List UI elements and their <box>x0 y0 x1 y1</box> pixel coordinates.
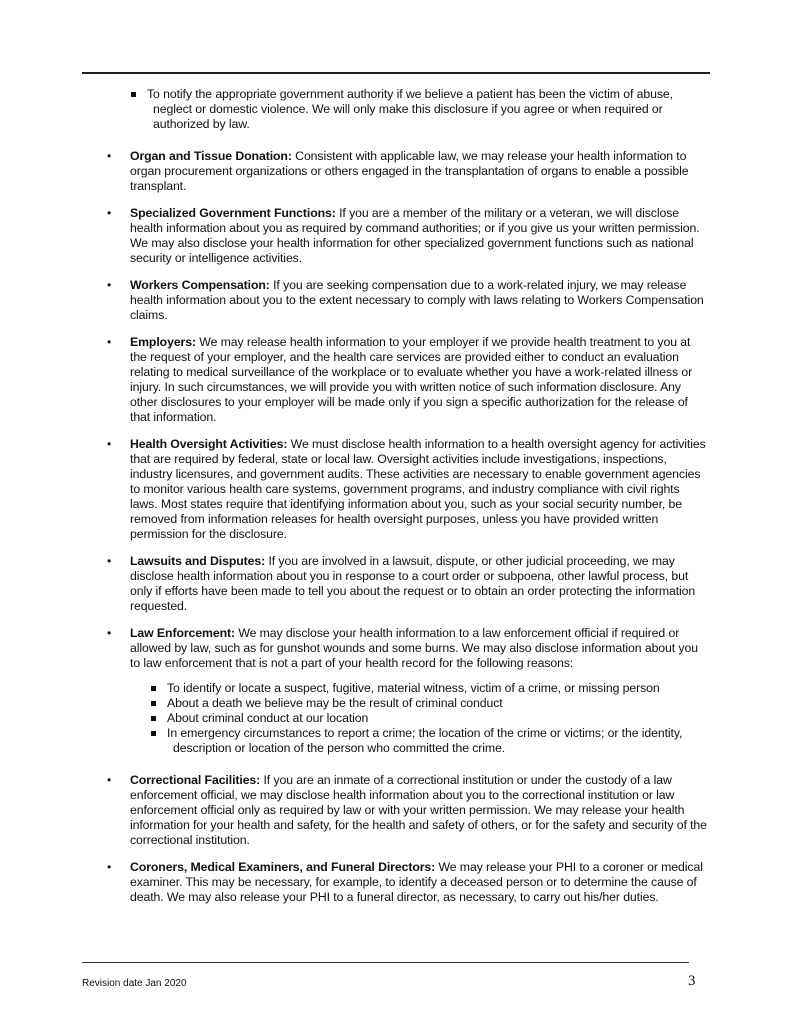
section-government-functions <box>105 206 708 266</box>
section-heading: Correctional Facilities: <box>130 773 261 787</box>
sub-list-item <box>105 87 708 132</box>
continued-sub-list <box>105 87 708 132</box>
section-text: We may release your PHI to a coroner or medical examiner. This may be necessary, for example, to identify a deceased person or to determine the cause of death. We may also release your PHI to a funeral director, as necessary, to carry out his/her duties. <box>130 860 703 904</box>
section-text: Consistent with applicable law, we may release your health information to organ procurement organizations or others engaged in the transplantation of organs to enable a possible transplant. <box>130 149 689 193</box>
section-organ-donation <box>105 149 708 194</box>
section-text: If you are a member of the military or a veteran, we will disclose health information about you as required by command authorities; or if you give us your written permission. We may also disclose your health information for other specialized government functions such as national security or intelligence activities. <box>130 206 700 265</box>
section-text: If you are an inmate of a correctional institution or under the custody of a law enforcement official, we may disclose health information about you to the correctional institution or law enforcement official only as required by law or with your written permission. We may release your health information for your health and safety, for the health and safety of others, or for the safety and security of the correctional institution. <box>130 773 707 847</box>
section-text: If you are involved in a lawsuit, dispute, or other judicial proceeding, we may disclose health information about you in response to a court order or subpoena, other lawful process, but only if efforts have been made to tell you about the request or to obtain an order protecting the information requested. <box>130 554 696 613</box>
section-heading: Organ and Tissue Donation: <box>130 149 292 163</box>
section-text: We must disclose health information to a health oversight agency for activities that are required by federal, state or local law. Oversight activities include investigations, inspections, industry licensures, and government audits. These activities are necessary to enable government agencies to monitor various health care systems, government programs, and industry compliance with civil rights laws. Most states require that identifying information about you, such as your social security number, be removed from information releases for health oversight purposes, unless you have provided written permission for the disclosure. <box>130 437 706 541</box>
revision-date: Revision date Jan 2020 <box>82 978 187 989</box>
section-law-enforcement <box>105 626 708 756</box>
bullet-icon: • <box>107 149 112 163</box>
square-bullet-icon <box>151 701 156 706</box>
section-heading: Health Oversight Activities: <box>130 437 288 451</box>
sub-list-item <box>130 711 708 726</box>
section-text: We may release health information to your employer if we provide health treatment to you at the request of your employer, and the health care services are provided either to conduct an evaluation relating to medical surveillance of the workplace or to evaluate whether you have a work-related illness or injury. In such circumstances, we will provide you with written notice of such information disclosure. Any other disclosures to your employer will be made only if you sign a specific authorization for the release of that information. <box>130 335 693 424</box>
bullet-icon: • <box>107 437 112 451</box>
sub-list-item <box>130 696 708 711</box>
section-heading: Employers: <box>130 335 196 349</box>
disclosure-list <box>105 149 708 905</box>
sub-list-item <box>130 726 708 756</box>
bullet-icon: • <box>107 278 112 292</box>
section-heading: Law Enforcement: <box>130 626 235 640</box>
sub-item-text: About a death we believe may be the result of criminal conduct <box>167 696 503 710</box>
bullet-icon: • <box>107 773 112 787</box>
document-body <box>105 87 708 905</box>
square-bullet-icon <box>151 686 156 691</box>
law-enforcement-reasons <box>130 681 708 756</box>
bullet-icon: • <box>107 206 112 220</box>
sub-item-text: About criminal conduct at our location <box>167 711 369 725</box>
bullet-icon: • <box>107 860 112 874</box>
section-correctional-facilities <box>105 773 708 848</box>
bullet-icon: • <box>107 554 112 568</box>
section-text: We may disclose your health information to a law enforcement official if required or allowed by law, such as for gunshot wounds and some burns. We may also disclose information about you to law enforcement that is not a part of your health record for the following reasons: <box>130 626 698 670</box>
sub-item-text: To identify or locate a suspect, fugitive, material witness, victim of a crime, or missing person <box>167 681 660 695</box>
section-coroners <box>105 860 708 905</box>
square-bullet-icon <box>151 731 156 736</box>
section-text: If you are seeking compensation due to a work-related injury, we may release health information about you to the extent necessary to comply with laws relating to Workers Compensation claims. <box>130 278 704 322</box>
section-heading: Specialized Government Functions: <box>130 206 336 220</box>
footer-rule <box>82 962 689 963</box>
section-heading: Lawsuits and Disputes: <box>130 554 266 568</box>
bullet-icon: • <box>107 626 112 640</box>
section-workers-compensation <box>105 278 708 323</box>
sub-item-text: In emergency circumstances to report a crime; the location of the crime or victims; or the identity, description or location of the person who committed the crime. <box>167 726 683 755</box>
bullet-icon: • <box>107 335 112 349</box>
sub-item-text: To notify the appropriate government authority if we believe a patient has been the victim of abuse, neglect or domestic violence. We will only make this disclosure if you agree or when required or authorized by law. <box>147 87 673 131</box>
section-lawsuits <box>105 554 708 614</box>
page-number: 3 <box>688 973 696 989</box>
square-bullet-icon <box>151 716 156 721</box>
top-rule <box>82 72 710 74</box>
sub-list-item <box>130 681 708 696</box>
section-employers <box>105 335 708 425</box>
section-heading: Coroners, Medical Examiners, and Funeral Directors: <box>130 860 436 874</box>
section-health-oversight <box>105 437 708 542</box>
square-bullet-icon <box>131 92 136 97</box>
section-heading: Workers Compensation: <box>130 278 270 292</box>
